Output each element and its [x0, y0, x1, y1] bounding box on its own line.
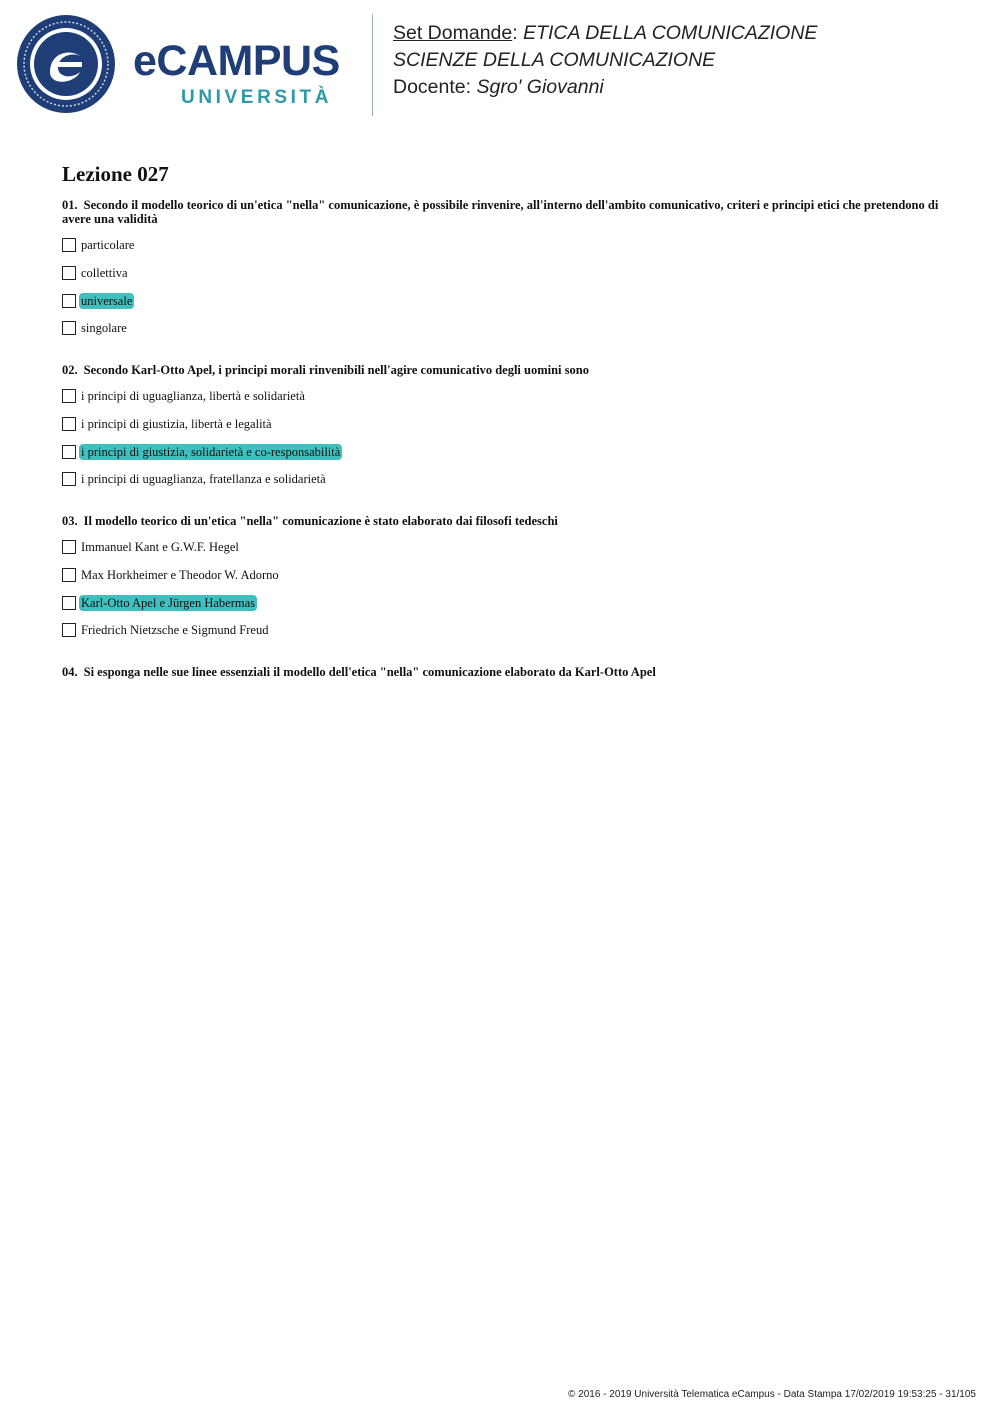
checkbox[interactable] — [62, 568, 76, 582]
checkbox[interactable] — [62, 389, 76, 403]
option-label: singolare — [81, 321, 127, 335]
question-text: Il modello teorico di un'etica "nella" comunicazione è stato elaborato dai filosofi tedeschi — [83, 514, 558, 528]
brand-name: eCAMPUS — [133, 37, 340, 85]
answer-option-highlighted[interactable] — [62, 444, 342, 460]
page-header — [0, 0, 1000, 130]
answer-option[interactable] — [62, 265, 130, 281]
lesson-title: Lezione 027 — [62, 162, 169, 186]
course-name: ETICA DELLA COMUNICAZIONE — [523, 22, 818, 44]
document-meta — [393, 20, 817, 101]
option-label: particolare — [81, 238, 135, 252]
checkbox[interactable] — [62, 472, 76, 486]
option-label: i principi di giustizia, libertà e legalità — [81, 417, 272, 431]
set-label: Set Domande — [393, 22, 513, 44]
ecampus-seal-logo — [16, 14, 116, 114]
question-text: Secondo Karl-Otto Apel, i principi morali rinvenibili nell'agire comunicativo degli uomini sono — [83, 363, 589, 377]
header-divider — [372, 14, 373, 116]
checkbox[interactable] — [62, 266, 76, 280]
answer-option[interactable] — [62, 388, 307, 404]
option-label-highlighted: i principi di giustizia, solidarietà e co-responsabilità — [81, 445, 341, 459]
answer-option[interactable] — [62, 622, 270, 638]
checkbox[interactable] — [62, 321, 76, 335]
answer-option[interactable] — [62, 416, 274, 432]
question-number: 03. — [62, 514, 78, 528]
degree-name: SCIENZE DELLA COMUNICAZIONE — [393, 49, 716, 71]
set-separator: : — [512, 22, 524, 44]
answer-option[interactable] — [62, 539, 241, 555]
checkbox[interactable] — [62, 238, 76, 252]
brand-subtitle: UNIVERSITÀ — [181, 87, 333, 108]
brand-wordmark — [133, 38, 358, 114]
answer-option-highlighted[interactable] — [62, 293, 134, 309]
question-number: 01. — [62, 198, 78, 212]
question-3 — [62, 514, 942, 528]
answer-option[interactable] — [62, 567, 281, 583]
option-label: collettiva — [81, 266, 128, 280]
question-text: Si esponga nelle sue linee essenziali il modello dell'etica "nella" comunicazione elaborato da Karl-Otto Apel — [83, 665, 656, 679]
question-1 — [62, 198, 942, 226]
set-line — [393, 20, 817, 47]
question-4 — [62, 665, 942, 679]
teacher-line — [393, 74, 817, 101]
question-text: Secondo il modello teorico di un'etica "nella" comunicazione, è possibile rinvenire, all'interno dell'ambito comunicativo, criteri e principi etici che pretendono di avere una validità — [62, 198, 939, 226]
checkbox[interactable] — [62, 294, 76, 308]
question-number: 04. — [62, 665, 78, 679]
checkbox[interactable] — [62, 623, 76, 637]
checkbox[interactable] — [62, 596, 76, 610]
teacher-label: Docente: — [393, 76, 477, 98]
answer-option[interactable] — [62, 471, 328, 487]
option-label: Immanuel Kant e G.W.F. Hegel — [81, 540, 239, 554]
answer-option[interactable] — [62, 320, 129, 336]
teacher-name: Sgro' Giovanni — [476, 76, 604, 98]
option-label-highlighted: universale — [81, 294, 133, 308]
option-label: i principi di uguaglianza, fratellanza e solidarietà — [81, 472, 326, 486]
page-footer: © 2016 - 2019 Università Telematica eCampus - Data Stampa 17/02/2019 19:53:25 - 31/105 — [568, 1389, 976, 1400]
option-label: Max Horkheimer e Theodor W. Adorno — [81, 568, 279, 582]
option-label-highlighted: Karl-Otto Apel e Jürgen Habermas — [81, 596, 256, 610]
checkbox[interactable] — [62, 417, 76, 431]
question-number: 02. — [62, 363, 78, 377]
question-2 — [62, 363, 942, 377]
option-label: Friedrich Nietzsche e Sigmund Freud — [81, 623, 269, 637]
option-label: i principi di uguaglianza, libertà e solidarietà — [81, 389, 305, 403]
answer-option[interactable] — [62, 237, 136, 253]
answer-option-highlighted[interactable] — [62, 595, 257, 611]
checkbox[interactable] — [62, 445, 76, 459]
checkbox[interactable] — [62, 540, 76, 554]
